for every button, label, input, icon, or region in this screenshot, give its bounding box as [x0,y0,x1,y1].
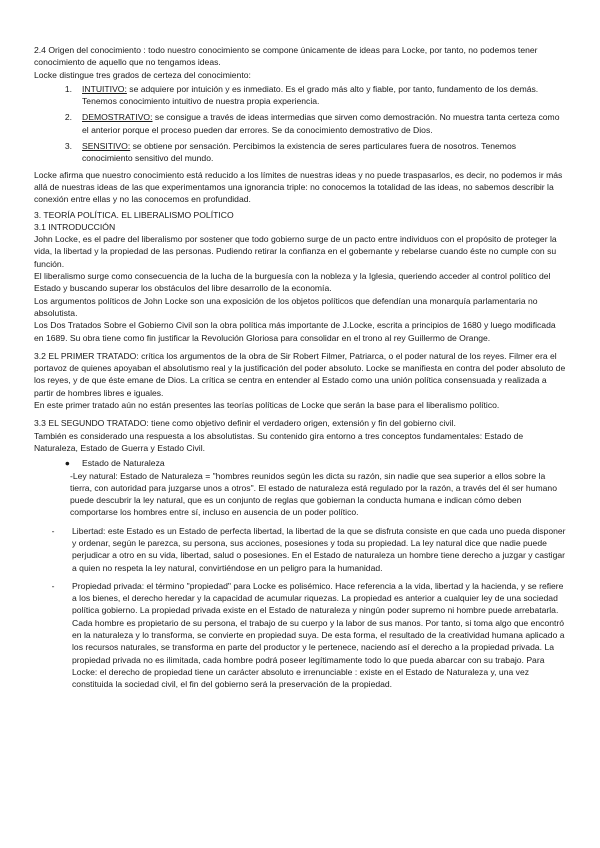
section-heading: 3. TEORÍA POLÍTICA. EL LIBERALISMO POLÍTICO [34,209,234,220]
certainty-intro: Locke distingue tres grados de certeza del conocimiento: [34,69,251,80]
freedom-paragraph: Libertad: este Estado es un Estado de perfecta libertad, la libertad de la que se disfruta consiste en que cada uno pueda disponer y ordenar, según le parezca, su persona, sus acciones, posesiones y toda su propiedad. La ley natural dice que nadie puede perjudicar a otro en su vida, libertad, salud o posesiones. En el Estado de naturaleza un hombre tiene derecho a juzgar y castigar a quien no respeta la ley natural, convirtiéndose en un peligro para la humanidad. [72,525,566,573]
bullet-item [34,457,566,469]
bullet-icon: ● [64,458,70,469]
list-number: 3. [64,141,72,152]
list-item [34,140,566,165]
term-sensitivo: SENSITIVO: [82,141,131,152]
dash-icon: - [51,525,55,536]
dash-icon: - [51,580,55,591]
list-item [34,83,566,108]
dash-item-libertad [34,525,566,574]
term-demostrativo: DEMOSTRATIVO: [82,112,153,123]
term-description: se obtiene por sensación. Percibimos la existencia de seres particulares fuera de nosotros. Tenemos conocimiento sensitivo del mundo. [82,141,517,164]
subsection-heading: 3.1 INTRODUCCIÓN [34,221,116,232]
term-description: se adquiere por intuición y es inmediato. Es el grado más alto y fiable, por tanto, fundamento de los demás. Tenemos conocimiento intuitivo de nuestra propia experiencia. [82,83,539,107]
intro-paragraph-1: John Locke, es el padre del liberalismo por sostener que todo gobierno surge de un pacto entre individuos con el propósito de proteger la vida, la libertad y la propiedad de las personas. Pudiendo retirar la confianza en el gobernante y rebelarse cuando éste no cumple con su función. [34,234,557,269]
second-treatise-concepts: También es considerado una respuesta a los absolutistas. Su contenido gira entorno a tres conceptos fundamentales: Estado de Naturaleza, Estado de Guerra y Estado Civil. [34,430,524,453]
intro-paragraph-2: El liberalismo surge como consecuencia de la lucha de la burguesía con la nobleza y la Iglesia, queriendo acceder al control político del Estado y buscando superar los obstáculos del libre desarrollo de la economía. [34,271,551,294]
term-intuitivo: INTUITIVO: [82,83,127,94]
private-property-paragraph: Propiedad privada: el término "propiedad" para Locke es polisémico. Hace referencia a la vida, libertad y la hacienda, y se refiere a los bienes, el derecho heredar y la capacidad de acumular riquezas. La propiedad es anterior a cualquier ley de una sociedad política gobierno. La propiedad privada existe en el Estado de naturaleza y ningún poder supremo ni hombre puede arrebatarla. Cada hombre es propietario de su persona, el trabajo de su cuerpo y la labor de sus manos. Por tanto, si toma algo que encontró en la naturaleza y lo transforma, se convierte en propiedad suya. De esta forma, el resultado de la creatividad humana aplicado a los recursos naturales, se transforma en parte del productor y le pertenece, naciendo así el derecho a la propiedad privada. La propiedad privada no es ilimitada, cada hombre podrá poseer legítimamente todo lo que pueda abarcar con su trabajo. Para Locke: el derecho de propiedad tiene un carácter absoluto e irrenunciable : existe en el Estado de Naturaleza y, una vez constituida la sociedad civil, el fin del gobierno será la preservación de la propiedad. [72,580,565,690]
list-number: 1. [64,83,72,94]
intro-paragraph-4: Los Dos Tratados Sobre el Gobierno Civil son la obra política más importante de J.Locke, escrita a principios de 1680 y luego modificada en 1689. Su obra tiene como fin justificar la Revolución Gloriosa para consolidar en el trono al rey Guillermo de Orange. [34,320,556,343]
origin-paragraph: 2.4 Origen del conocimiento : todo nuestro conocimiento se compone únicamente de ideas para Locke, por tanto, no podemos tener conocimiento de aquello que no tengamos ideas. [34,45,538,68]
natural-law-paragraph: -Ley natural: Estado de Naturaleza = "hombres reunidos según les dicta su razón, sin nadie que sea superior a ellos sobre la tierra, con autoridad para juzgarse unos a otros". El estado de naturaleza está regulado por la razón, a través del él ser humano puede descubrir la ley natural, que es un conjunto de reglas que gobiernan la conducta humana e indican cómo deben comportarse los hombres entre sí, incluso en ausencia de un poder político. [70,470,557,518]
list-number: 2. [64,112,72,123]
dash-item-propiedad [34,580,566,691]
second-treatise-paragraph: 3.3 EL SEGUNDO TRATADO: tiene como objetivo definir el verdadero origen, extensión y fin del gobierno civil. [34,418,456,429]
bullet-label: Estado de Naturaleza [82,458,165,469]
list-item [34,111,566,136]
first-treatise-paragraph: 3.2 EL PRIMER TRATADO: crítica los argumentos de la obra de Sir Robert Filmer, Patriarca, o el poder natural de los reyes. Filmer era el portavoz de quienes apoyaban el absolutismo real y la justificación del poder absoluto. Locke se manifiesta en contra del poder absoluto de los reyes, y de que éste emane de Dios. La crítica se centra en entender al Estado como una unión política consensuada y realizada a partir de hombres libres e iguales. [34,350,566,398]
term-description: se consigue a través de ideas intermedias que sirven como demostración. No muestra tanta certeza como el anterior porque el proceso pueden dar errores. Se da conocimiento demostrativo de Dios. [82,112,560,135]
certainty-list [34,83,566,165]
knowledge-limits-paragraph: Locke afirma que nuestro conocimiento está reducido a los límites de nuestras ideas y no puede traspasarlos, es decir, no podemos ir más allá de nuestras ideas de las que experimentamos una ignorancia triple: no conocemos la totalidad de las ideas, no sabemos describir la conexión entre ellas y no las conocemos en profundidad. [34,169,563,205]
intro-paragraph-3: Los argumentos políticos de John Locke son una exposición de los objetos políticos que defendían una monarquía parlamentaria no absolutista. [34,295,538,318]
first-treatise-note: En este primer tratado aún no están presentes las teorías políticas de Locke que serán la base para el liberalismo político. [34,400,500,411]
